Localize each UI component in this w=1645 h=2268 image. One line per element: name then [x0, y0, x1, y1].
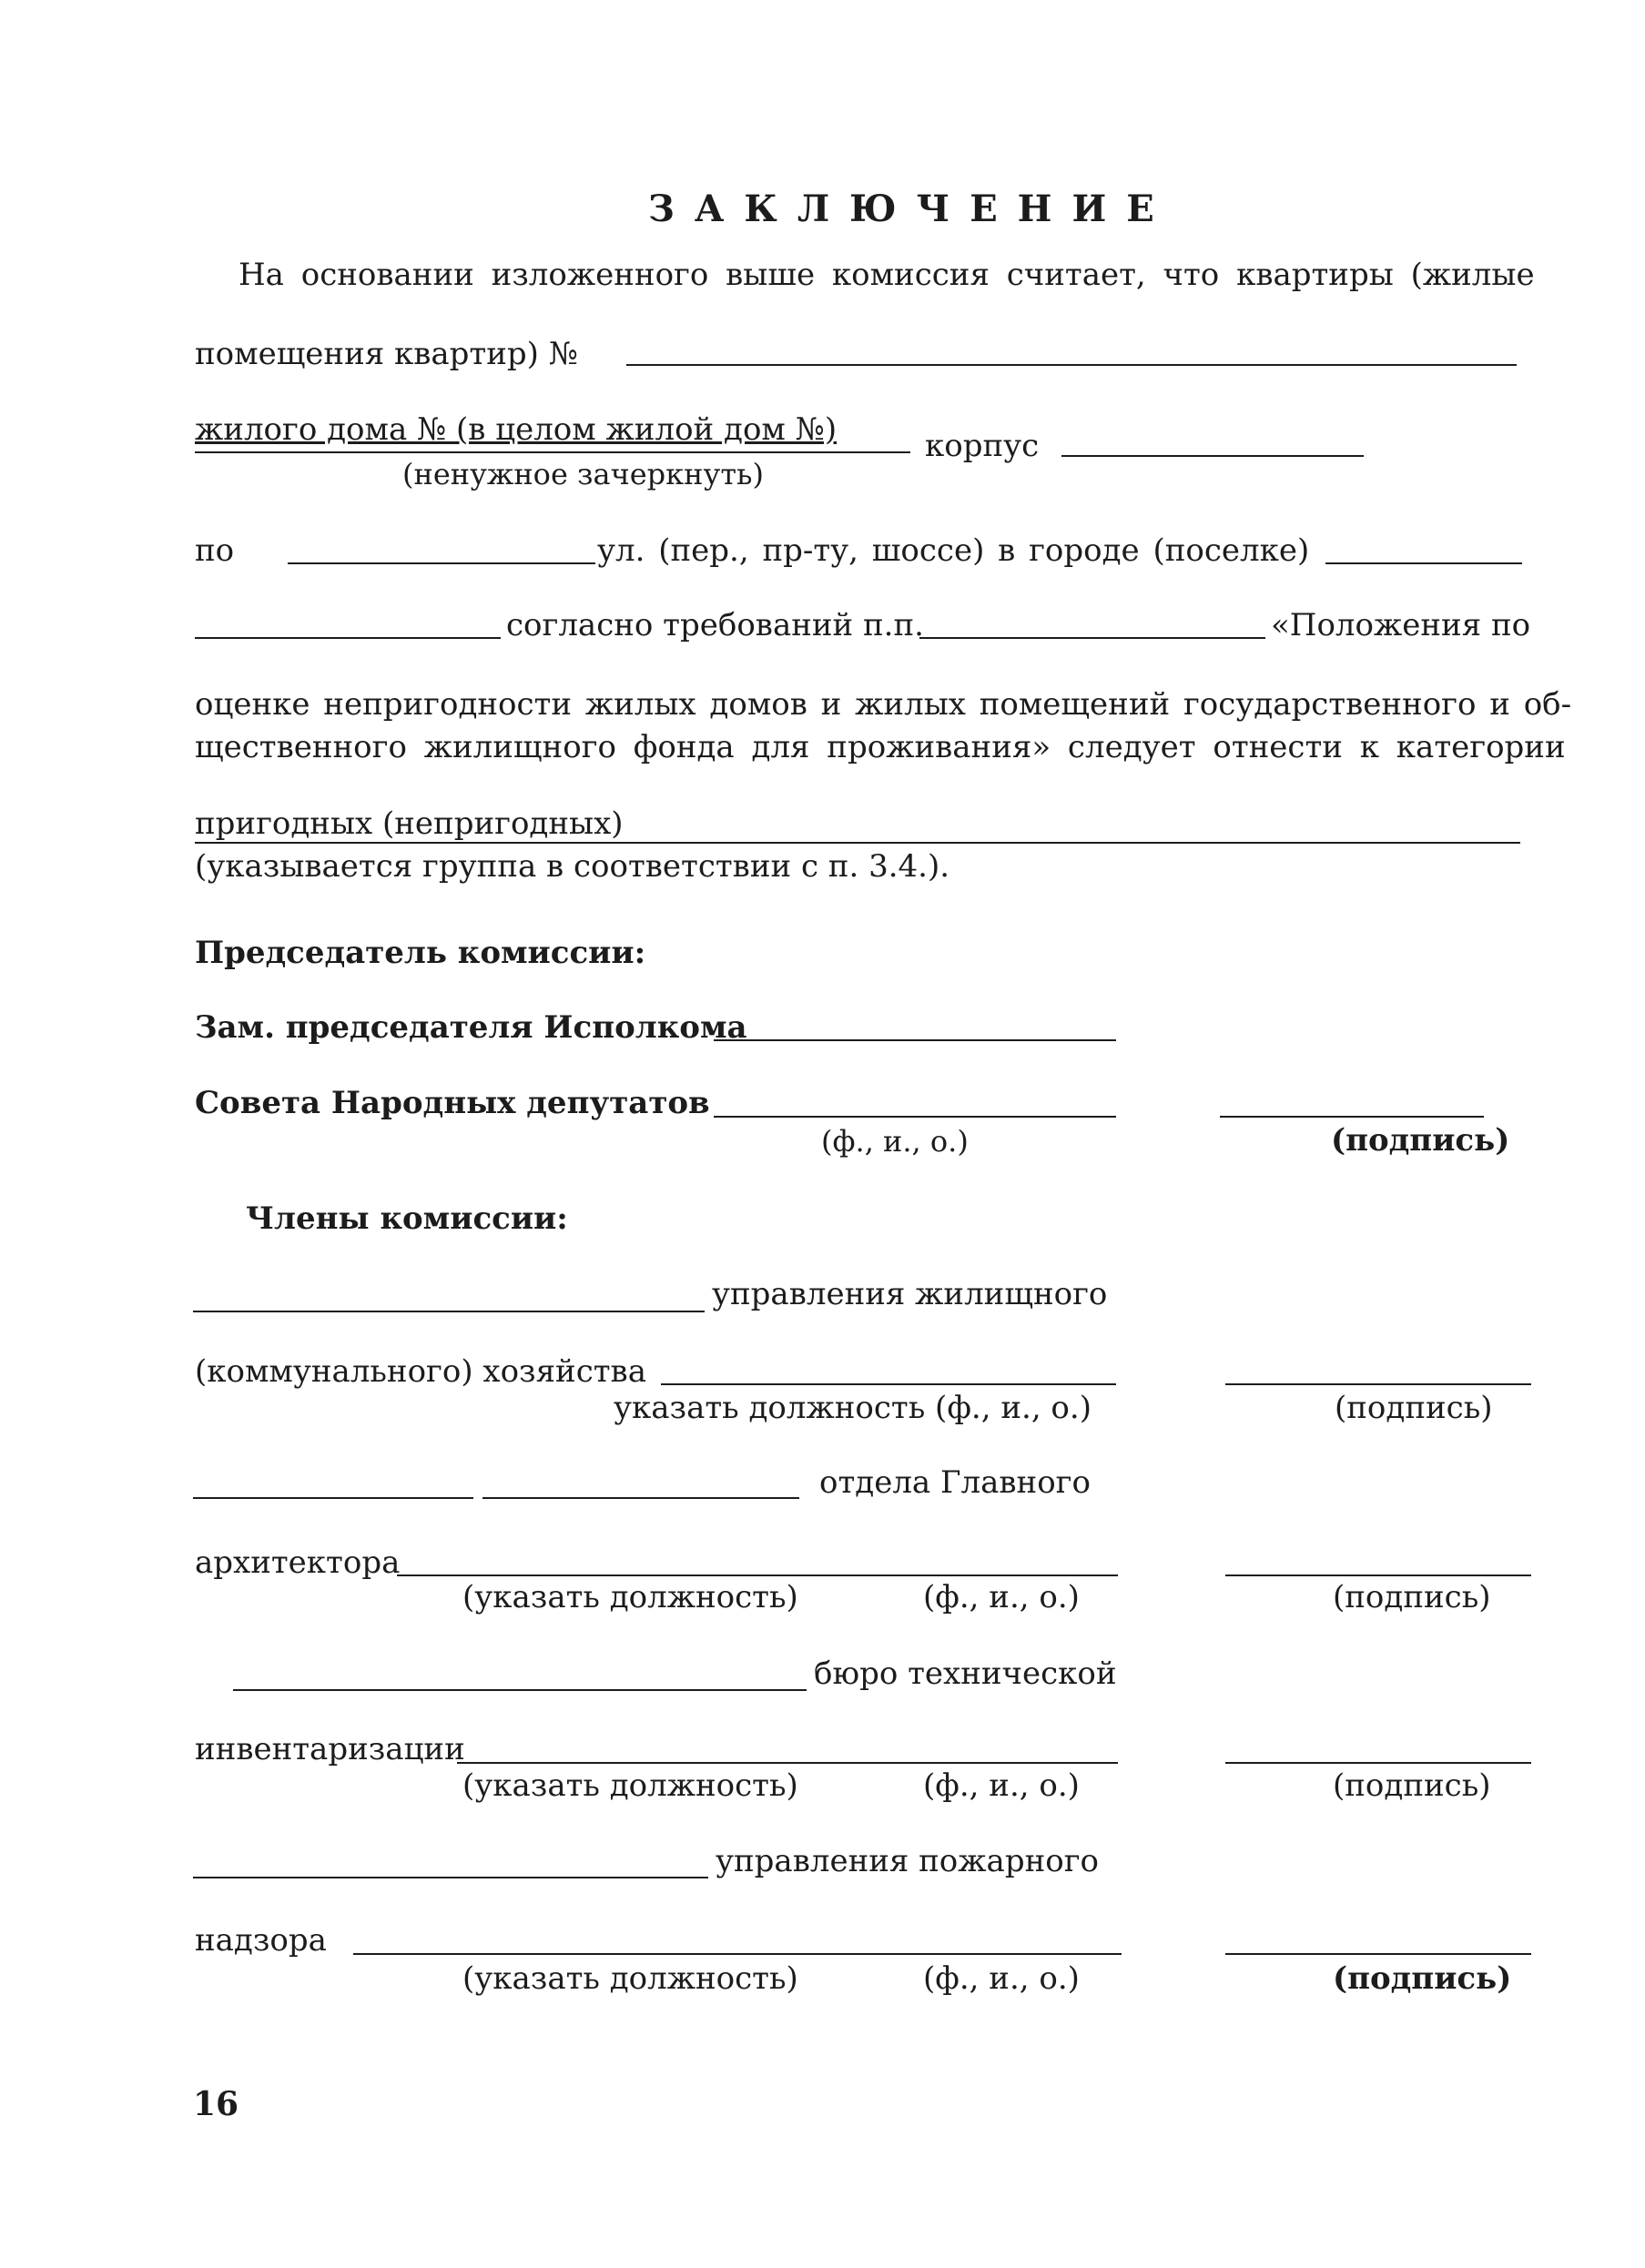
member-4-dept: управления пожарного	[716, 1843, 1099, 1879]
blank-member-1-position	[193, 1311, 705, 1312]
blank-clauses	[919, 637, 1265, 639]
blank-member-3-name	[457, 1762, 1118, 1764]
blank-member-3-position	[233, 1689, 807, 1691]
blank-chairman-position	[714, 1039, 1116, 1041]
blank-member-2-position	[193, 1497, 473, 1499]
para-line-4-street: ул. (пер., пр-ту, шоссе) в городе (поселке)	[597, 532, 1310, 569]
para-line-4-po: по	[195, 532, 235, 569]
chairman-signature-label: (подпись)	[1331, 1122, 1510, 1159]
blank-building	[1061, 455, 1364, 457]
chairman-line-2: Совета Народных депутатов	[195, 1085, 710, 1121]
member-4-dept-cont: надзора	[195, 1922, 327, 1959]
blank-city	[1325, 562, 1522, 564]
para-line-2: помещения квартир) №	[195, 336, 578, 372]
member-1-position-label: указать должность (ф., и., о.)	[614, 1390, 1092, 1426]
chairman-heading: Председатель комиссии:	[195, 935, 646, 971]
blank-chairman-signature	[1220, 1116, 1484, 1118]
member-3-position-label: (указать должность)	[462, 1767, 798, 1804]
members-heading: Члены комиссии:	[246, 1200, 568, 1237]
para-line-6: оценке непригодности жилых домов и жилых помещений государственного и об-	[195, 686, 1572, 723]
para-line-8: пригодных (непригодных)	[195, 805, 624, 842]
para-line-1: На основании изложенного выше комиссия считает, что квартиры (жилые	[239, 257, 1535, 293]
member-3-dept-cont: инвентаризации	[195, 1731, 465, 1767]
member-2-fio-label: (ф., и., о.)	[923, 1579, 1080, 1615]
member-3-fio-label: (ф., и., о.)	[923, 1767, 1080, 1804]
member-1-signature-label: (подпись)	[1335, 1390, 1493, 1426]
para-line-3-hint: (ненужное зачеркнуть)	[402, 457, 764, 491]
para-line-9: (указывается группа в соответствии с п. 3.4.).	[195, 848, 950, 885]
blank-member-4-signature	[1225, 1953, 1531, 1955]
blank-category	[195, 842, 1520, 844]
para-line-5-requirements: согласно требований п.п.	[506, 607, 924, 643]
blank-member-1-name	[661, 1383, 1116, 1385]
para-line-3-house: жилого дома № (в целом жилой дом №)	[195, 411, 838, 448]
blank-chairman-name	[714, 1116, 1116, 1118]
blank-member-4-position	[193, 1877, 708, 1878]
member-4-position-label: (указать должность)	[462, 1960, 798, 1997]
member-1-dept-cont: (коммунального) хозяйства	[195, 1353, 646, 1390]
para-line-3-building: корпус	[925, 428, 1040, 464]
member-3-dept: бюро технической	[814, 1655, 1117, 1692]
member-3-signature-label: (подпись)	[1333, 1767, 1491, 1804]
blank-member-2-name	[397, 1574, 1118, 1576]
blank-apartment-number	[626, 364, 1517, 366]
blank-member-3-signature	[1225, 1762, 1531, 1764]
blank-city-name	[195, 637, 501, 639]
para-line-7: щественного жилищного фонда для проживания» следует отнести к категории	[195, 729, 1566, 765]
document-title: ЗАКЛЮЧЕНИЕ	[648, 187, 1174, 230]
member-4-signature-label: (подпись)	[1333, 1960, 1512, 1997]
blank-member-1-signature	[1225, 1383, 1531, 1385]
blank-street	[288, 562, 595, 564]
blank-member-2-signature	[1225, 1574, 1531, 1576]
chairman-fio-label: (ф., и., о.)	[821, 1124, 969, 1159]
member-2-signature-label: (подпись)	[1333, 1579, 1491, 1615]
blank-member-2-position-b	[482, 1497, 799, 1499]
member-2-dept-cont: архитектора	[195, 1544, 401, 1581]
para-line-5-regulation: «Положения по	[1271, 607, 1531, 643]
blank-house-number	[195, 451, 910, 453]
member-4-fio-label: (ф., и., о.)	[923, 1960, 1080, 1997]
member-2-dept: отдела Главного	[819, 1464, 1091, 1501]
page-number: 16	[193, 2085, 239, 2123]
blank-member-4-name	[353, 1953, 1122, 1955]
member-1-dept: управления жилищного	[712, 1276, 1108, 1312]
member-2-position-label: (указать должность)	[462, 1579, 798, 1615]
chairman-line-1: Зам. председателя Исполкома	[195, 1009, 747, 1046]
